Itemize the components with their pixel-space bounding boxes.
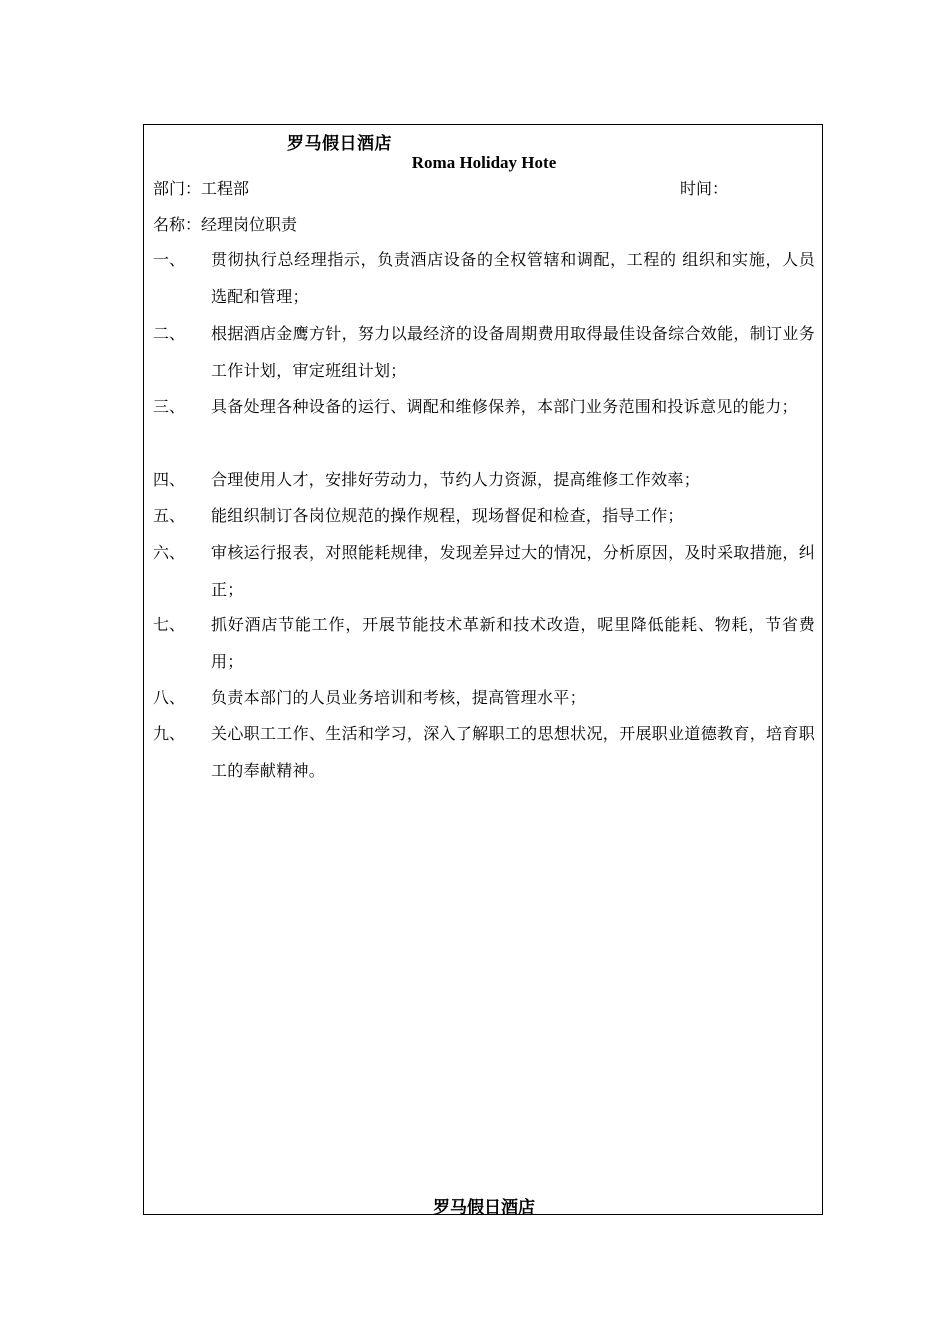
duty-text: 贯彻执行总经理指示，负责酒店设备的全权管辖和调配，工程的 组织和实施，人员选配和管理； (211, 250, 815, 306)
duty-text: 关心职工工作、生活和学习，深入了解职工的思想状况，开展职业道德教育，培育职工的奉献精神。 (211, 724, 815, 780)
duty-number: 四、 (153, 470, 186, 489)
position-title-line: 名称：经理岗位职责 (153, 215, 298, 234)
duty-number: 七、 (153, 615, 186, 634)
hotel-name-en-header: Roma Holiday Hote (411, 153, 557, 172)
duty-item-5 (153, 497, 815, 534)
duty-text: 合理使用人才，安排好劳动力，节约人力资源，提高维修工作效率； (211, 470, 701, 489)
duty-number: 二、 (153, 324, 186, 343)
duty-item-9 (153, 715, 815, 789)
duty-text: 负责本部门的人员业务培训和考核，提高管理水平； (211, 688, 586, 707)
duty-number: 九、 (153, 724, 186, 743)
hotel-name-cn-header: 罗马假日酒店 (287, 134, 392, 154)
duty-item-4 (153, 461, 815, 498)
department-line: 部门：工程部 (153, 179, 250, 198)
duty-item-2 (153, 315, 815, 389)
duty-item-3 (153, 388, 815, 425)
duty-text: 审核运行报表，对照能耗规律，发现差异过大的情况，分析原因，及时采取措施，纠正； (211, 543, 815, 599)
duty-text: 抓好酒店节能工作，开展节能技术革新和技术改造，呢里降低能耗、物耗，节省费用； (211, 615, 815, 671)
duty-item-6 (153, 534, 815, 608)
duty-number: 一、 (153, 250, 186, 269)
duty-text: 能组织制订各岗位规范的操作规程，现场督促和检查，指导工作； (211, 506, 684, 525)
time-label: 时间： (680, 179, 729, 198)
duty-item-7 (153, 606, 815, 680)
duty-number: 五、 (153, 506, 186, 525)
duty-number: 八、 (153, 688, 186, 707)
duty-item-1 (153, 241, 815, 315)
duty-text: 具备处理各种设备的运行、调配和维修保养，本部门业务范围和投诉意见的能力； (211, 397, 798, 416)
duty-text: 根据酒店金鹰方针，努力以最经济的设备周期费用取得最佳设备综合效能，制订业务工作计划，审定班组计划； (211, 324, 815, 380)
duty-item-8 (153, 679, 815, 716)
duty-number: 三、 (153, 397, 186, 416)
duty-number: 六、 (153, 543, 186, 562)
hotel-name-cn-footer: 罗马假日酒店 (433, 1198, 535, 1218)
